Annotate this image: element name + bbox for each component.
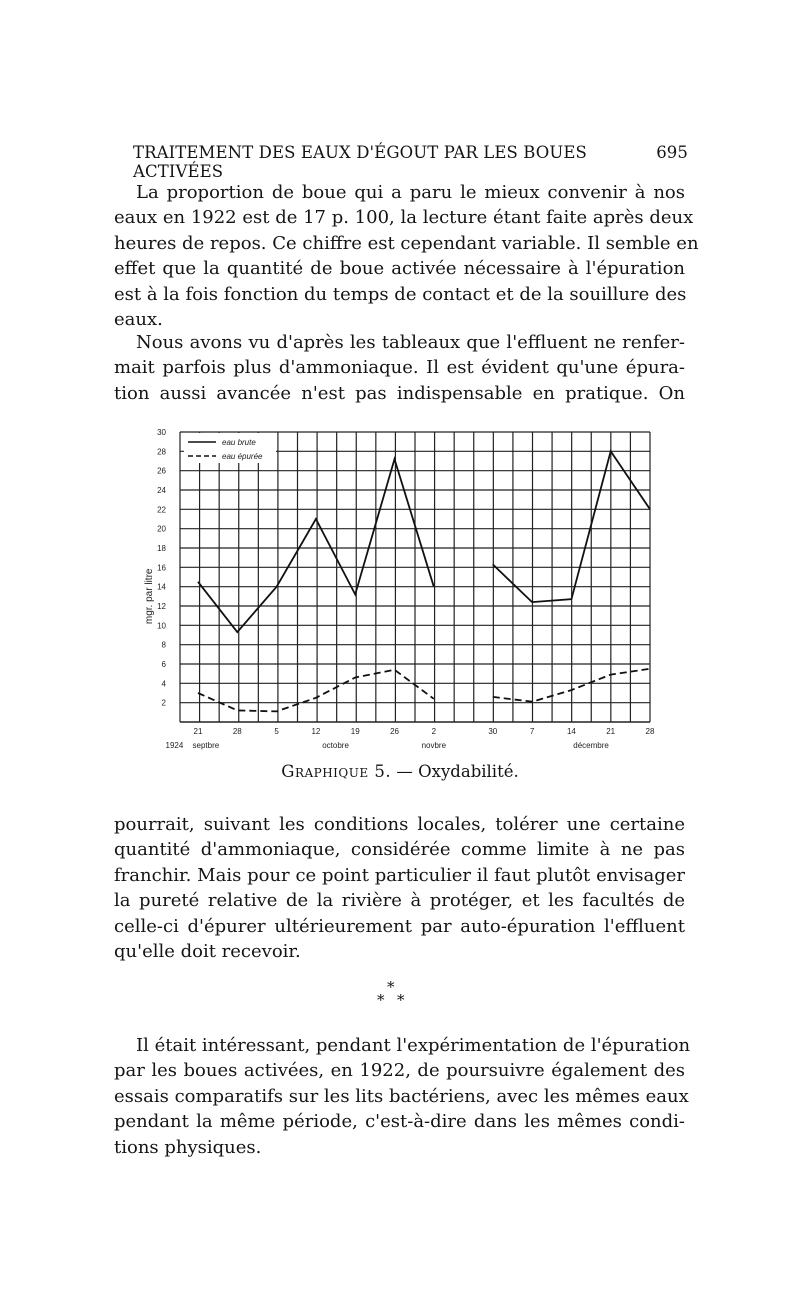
x-tick-label: 5 xyxy=(274,727,279,736)
y-axis-label: mgr. par litre xyxy=(144,568,155,625)
text-line: la pureté relative de la rivière à protéger, et les facultés de xyxy=(114,890,685,912)
paragraph-3 xyxy=(114,812,685,964)
caption-label: Graphique 5. xyxy=(281,762,392,781)
text-line: effet que la quantité de boue activée nécessaire à l'épuration xyxy=(114,258,685,280)
caption-text: — Oxydabilité. xyxy=(396,762,519,781)
y-tick-label: 26 xyxy=(157,466,166,476)
text-line: Nous avons vu d'après les tableaux que l'effluent ne renfer- xyxy=(136,332,685,353)
paragraph-4 xyxy=(114,1033,691,1160)
page-number: 695 xyxy=(656,143,688,162)
y-tick-label: 30 xyxy=(157,428,166,437)
figure-caption xyxy=(0,762,800,781)
x-tick-label: 7 xyxy=(529,727,535,736)
text-line: Il était intéressant, pendant l'expérimentation de l'épuration xyxy=(136,1035,691,1056)
y-tick-label: 6 xyxy=(161,660,166,669)
x-tick-label: 30 xyxy=(488,727,498,736)
text-line: mait parfois plus d'ammoniaque. Il est évident qu'une épura- xyxy=(114,357,685,379)
x-tick-label: 12 xyxy=(311,727,321,736)
x-sublabel: décembre xyxy=(573,741,609,750)
text-line: quantité d'ammoniaque, considérée comme limite à ne pas xyxy=(114,839,685,861)
separator-star: * xyxy=(397,991,405,1009)
text-line: pourrait, suivant les conditions locales, tolérer une certaine xyxy=(114,814,685,835)
y-tick-label: 24 xyxy=(157,486,166,495)
y-tick-label: 22 xyxy=(157,505,166,515)
running-header xyxy=(133,143,688,181)
x-tick-label: 26 xyxy=(390,727,399,736)
series-line-eau-epuree xyxy=(198,670,434,712)
text-line: pendant la même période, c'est-à-dire dans les mêmes condi- xyxy=(114,1111,685,1133)
oxydability-chart xyxy=(100,415,670,760)
x-sublabel: novbre xyxy=(421,741,447,750)
legend-label: eau brute xyxy=(222,438,256,447)
x-sublabel: octobre xyxy=(322,741,349,750)
text-line: heures de repos. Ce chiffre est cependant variable. Il semble en xyxy=(114,232,699,254)
text-line: tion aussi avancée n'est pas indispensable en pratique. On xyxy=(114,382,685,404)
x-tick-label: 21 xyxy=(606,727,616,736)
paragraph-1 xyxy=(114,180,699,332)
x-tick-label: 19 xyxy=(350,727,360,736)
legend-label: eau épurée xyxy=(222,452,263,461)
y-tick-label: 8 xyxy=(161,640,166,650)
running-title: TRAITEMENT DES EAUX D'ÉGOUT PAR LES BOUES ACTIVÉES xyxy=(133,143,587,181)
section-separator xyxy=(360,978,420,1018)
text-line: eaux en 1922 est de 17 p. 100, la lecture étant faite après deux xyxy=(114,207,694,229)
x-tick-label: 2 xyxy=(431,727,437,736)
text-line: qu'elle doit recevoir. xyxy=(114,941,301,963)
text-line: La proportion de boue qui a paru le mieux convenir à nos xyxy=(136,182,685,203)
y-tick-label: 16 xyxy=(157,563,166,573)
text-line: essais comparatifs sur les lits bactériens, avec les mêmes eaux xyxy=(114,1085,689,1107)
y-tick-label: 18 xyxy=(157,544,166,553)
paragraph-2 xyxy=(114,330,685,406)
y-tick-label: 20 xyxy=(157,524,166,534)
text-line: est à la fois fonction du temps de contact et de la souillure des xyxy=(114,283,687,305)
text-line: eaux. xyxy=(114,309,163,331)
separator-star: * xyxy=(387,978,395,996)
text-line: par les boues activées, en 1922, de poursuivre également des xyxy=(114,1060,685,1082)
y-tick-label: 2 xyxy=(161,698,166,708)
text-line: tions physiques. xyxy=(114,1136,262,1158)
y-tick-label: 12 xyxy=(157,602,166,611)
x-tick-label: 28 xyxy=(645,727,655,736)
x-tick-label: 14 xyxy=(566,727,576,736)
text-line: franchir. Mais pour ce point particulier il faut plutôt envisager xyxy=(114,864,685,886)
y-tick-label: 4 xyxy=(161,679,166,689)
y-tick-label: 14 xyxy=(157,582,166,592)
y-tick-label: 10 xyxy=(157,621,166,631)
x-tick-label: 21 xyxy=(193,727,203,736)
y-tick-label: 28 xyxy=(157,447,166,457)
x-sublabel: septbre xyxy=(192,741,220,750)
text-line: celle-ci d'épurer ultérieurement par auto-épuration l'effluent xyxy=(114,915,685,937)
x-tick-label: 28 xyxy=(232,727,242,736)
separator-star: * xyxy=(377,991,385,1009)
x-sublabel: 1924 xyxy=(165,741,184,750)
